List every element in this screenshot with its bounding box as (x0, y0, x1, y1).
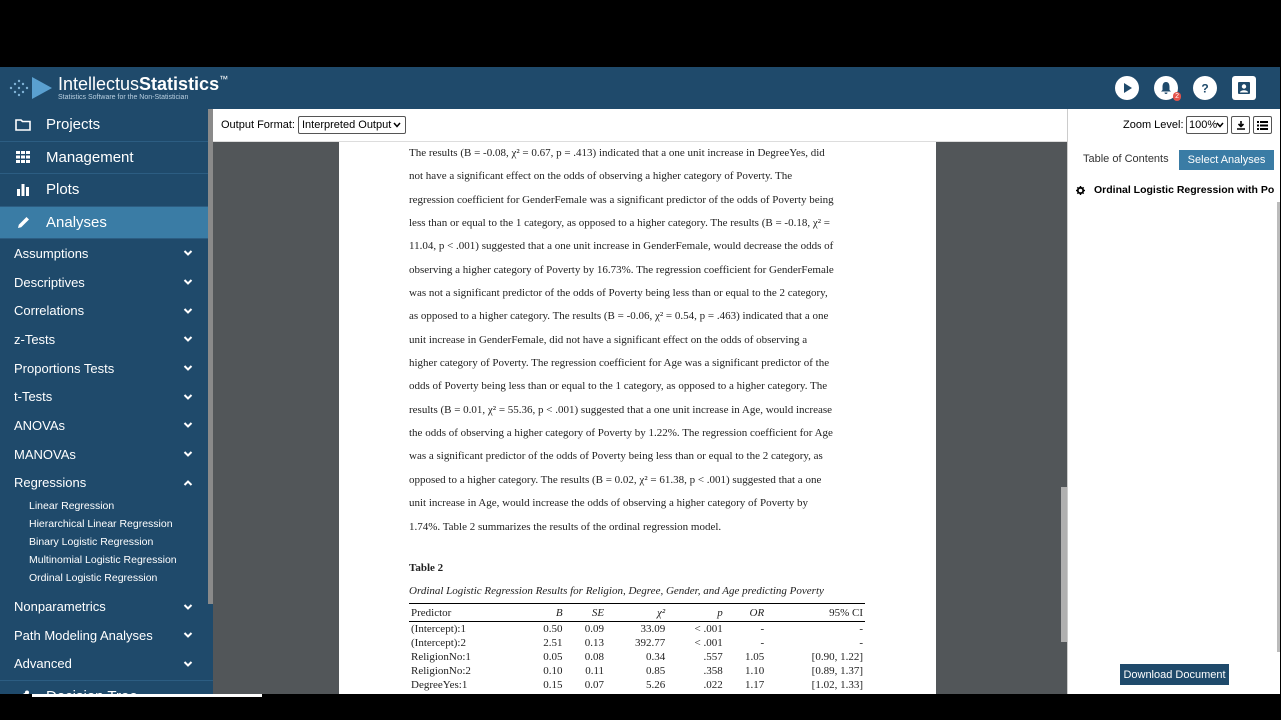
table-cell: [1.02, 1.33] (811, 679, 863, 691)
chevron-down-icon (183, 363, 193, 373)
zoom-level-value: 100% (1189, 119, 1218, 131)
table-cell: ReligionNo:2 (411, 665, 471, 677)
download-output-button[interactable] (1231, 116, 1250, 134)
sidebar-subitem-linear-regression[interactable]: Linear Regression (29, 500, 115, 513)
toc-item[interactable] (1076, 184, 1276, 196)
notification-badge: 2 (1175, 93, 1179, 100)
table-caption: Ordinal Logistic Regression Results for Religion, Degree, Gender, and Age predicting Poverty (409, 585, 824, 597)
table-cell: 1.10 (744, 665, 765, 677)
table-cell: 0.15 (543, 679, 563, 691)
table-cell: 0.10 (543, 665, 563, 677)
table-header-cell: χ² (606, 604, 667, 622)
table-cell: 5.26 (645, 679, 666, 691)
paragraph-line: observing a higher category of Poverty by 16.73%. The regression coefficient for GenderFemale (409, 263, 834, 276)
chevron-down-icon (183, 449, 193, 459)
table-cell: 0.08 (584, 651, 605, 663)
sidebar-item-label: Plots (46, 181, 80, 199)
chevron-down-icon (393, 122, 401, 128)
sidebar-category-advanced[interactable] (0, 650, 213, 679)
sidebar-category-label: Assumptions (14, 245, 89, 261)
folder-icon (14, 117, 32, 133)
sidebar-category-label: Advanced (14, 656, 72, 672)
paragraph-line: regression coefficient for GenderFemale was a significant predictor of the odds of Poverty being (409, 193, 834, 206)
sidebar-item-projects[interactable] (0, 109, 213, 142)
paragraph-line: higher category of Poverty. The regression coefficient for Age was a significant predictor of the (409, 357, 830, 370)
chevron-down-icon (183, 630, 193, 640)
sidebar-item-label: Projects (46, 116, 101, 134)
sidebar-subitem-binary-logistic-regression[interactable]: Binary Logistic Regression (29, 536, 154, 549)
table-cell: 0.07 (584, 679, 605, 691)
sidebar-category-z-tests[interactable] (0, 325, 213, 354)
sidebar-item-management[interactable] (0, 142, 213, 175)
table-cell: 392.77 (634, 637, 666, 649)
account-button[interactable] (1232, 76, 1256, 100)
table-cell: .022 (703, 679, 723, 691)
sidebar-category-t-tests[interactable] (0, 382, 213, 411)
table-header-cell: Predictor (409, 604, 523, 622)
right-panel (1067, 109, 1280, 694)
table-cell: .557 (703, 651, 723, 663)
help-button[interactable] (1193, 76, 1217, 100)
grid-icon (14, 149, 32, 165)
chevron-down-icon (183, 306, 193, 316)
user-icon (1237, 81, 1251, 95)
bar-chart-icon (14, 182, 32, 198)
document-viewer (213, 142, 1067, 694)
sidebar-category-label: Nonparametrics (14, 599, 106, 615)
sidebar-item-plots[interactable] (0, 174, 213, 207)
document-page (339, 142, 936, 694)
paragraph-line: 11.04, p < .001) suggested that a one unit increase in GenderFemale, would decrease the odds of (409, 240, 834, 253)
paragraph-line: less than or equal to the 1 category, as opposed to a higher category. The results (B = -0.18, χ² = (409, 217, 830, 230)
sidebar-subitem-hierarchical-linear-regression[interactable]: Hierarchical Linear Regression (29, 518, 173, 531)
table-header-cell: p (667, 604, 725, 622)
sidebar-category-label: Regressions (14, 475, 87, 491)
toc-item-label: Ordinal Logistic Regression with Po (1094, 184, 1275, 196)
top-header (0, 67, 1280, 109)
right-panel-scrollbar[interactable] (1277, 202, 1280, 652)
sidebar-category-manovas[interactable] (0, 440, 213, 469)
table-row (409, 622, 865, 637)
paragraph-line: opposed to a higher category. The results (B = 0.02, χ² = 61.38, p < .001) suggested that a one (409, 473, 822, 486)
chevron-down-icon (183, 392, 193, 402)
zoom-level-label: Zoom Level: (1123, 119, 1184, 131)
table-header-cell: B (523, 604, 565, 622)
table-cell: - (859, 637, 863, 649)
table-cell: [0.89, 1.37] (811, 665, 863, 677)
table-cell: DegreeYes:1 (411, 679, 468, 691)
table-row (409, 664, 865, 678)
table-cell: 0.50 (543, 623, 563, 635)
table-cell: - (760, 623, 765, 635)
sidebar-category-label: Proportions Tests (14, 360, 115, 376)
notifications-button[interactable] (1154, 76, 1178, 100)
zoom-level-select[interactable] (1186, 116, 1228, 134)
sidebar-category-correlations[interactable] (0, 296, 213, 325)
table-cell: 0.34 (645, 651, 666, 663)
sidebar-subitem-ordinal-logistic-regression[interactable]: Ordinal Logistic Regression (29, 572, 158, 585)
table-cell: < .001 (694, 623, 723, 635)
table-cell: 0.09 (584, 623, 605, 635)
table-cell: 2.51 (543, 637, 563, 649)
table-cell: 1.05 (744, 651, 765, 663)
paragraph-line: unit increase in GenderFemale, did not have a significant effect on the odds of observing a (409, 333, 808, 346)
paragraph-line: 1.74%. Table 2 summarizes the results of the ordinal regression model. (409, 520, 722, 533)
sidebar (0, 109, 213, 694)
chevron-down-icon (183, 277, 193, 287)
sidebar-item-label: Management (46, 148, 134, 166)
sidebar-category-anovas[interactable] (0, 411, 213, 440)
output-format-select[interactable] (298, 116, 406, 134)
download-document-button[interactable]: Download Document (1120, 664, 1229, 685)
sidebar-category-descriptives[interactable] (0, 268, 213, 297)
table-cell: [0.90, 1.22] (811, 651, 863, 663)
results-table (409, 603, 865, 692)
table-row (409, 678, 865, 692)
sidebar-category-label: Descriptives (14, 274, 85, 290)
svg-text:?: ? (1201, 81, 1209, 96)
logo-tagline: Statistics Software for the Non-Statistician (58, 94, 189, 101)
chevron-down-icon (183, 602, 193, 612)
sidebar-category-label: z-Tests (14, 331, 56, 347)
download-icon (1236, 120, 1246, 130)
play-icon (1120, 81, 1134, 95)
table-cell: - (859, 623, 863, 635)
output-toolbar (213, 109, 1067, 142)
logo-mark-icon (8, 73, 54, 103)
table-header-cell: 95% CI (766, 604, 865, 622)
table-cell: 0.11 (585, 665, 605, 677)
logo-name-b: Statistics (139, 74, 220, 94)
table-row (409, 636, 865, 650)
paragraph-line: was not a significant predictor of the odds of Poverty being less than or equal to the 2 category, (409, 287, 828, 300)
table-cell: 33.09 (640, 623, 666, 635)
sidebar-category-label: MANOVAs (14, 446, 76, 462)
bottom-bar (0, 694, 1280, 720)
sidebar-category-path-modeling-analyses[interactable] (0, 621, 213, 650)
sidebar-category-label: t-Tests (14, 389, 53, 405)
logo[interactable] (8, 73, 228, 103)
sidebar-category-label: Correlations (14, 303, 85, 319)
paragraph-line: the odds of observing a higher category of Poverty by 1.22%. The regression coefficient for Age (409, 427, 833, 440)
sidebar-category-nonparametrics[interactable] (0, 592, 213, 621)
select-analyses-button[interactable]: Select Analyses (1179, 150, 1274, 170)
table-header-cell: SE (565, 604, 607, 622)
sidebar-category-regressions[interactable] (0, 469, 213, 498)
chevron-down-icon (183, 659, 193, 669)
chevron-down-icon (1216, 122, 1224, 128)
table-cell: < .001 (694, 637, 723, 649)
paragraph-line: as opposed to a higher category. The results (B = -0.06, χ² = 0.54, p = .463) indicated that a one (409, 310, 829, 323)
output-format-value: Interpreted Output (302, 119, 392, 131)
output-format-label: Output Format: (221, 119, 295, 131)
sidebar-category-label: Path Modeling Analyses (14, 627, 153, 643)
pencil-icon (14, 214, 32, 230)
list-view-button[interactable] (1253, 116, 1272, 134)
table-cell: - (760, 637, 765, 649)
chevron-down-icon (183, 420, 193, 430)
sidebar-subitem-multinomial-logistic-regression[interactable]: Multinomial Logistic Regression (29, 554, 177, 567)
table-cell: 0.13 (584, 637, 605, 649)
paragraph-line: odds of Poverty being less than or equal to the 1 category, as opposed to a higher category. The (409, 380, 828, 393)
tab-table-of-contents[interactable]: Table of Contents (1083, 153, 1169, 165)
table-cell: ReligionNo:1 (411, 651, 471, 663)
table-cell: 0.05 (543, 651, 563, 663)
paragraph-line: not have a significant effect on the odds of observing a higher category of Poverty. The (409, 170, 793, 183)
table-header-cell: OR (725, 604, 767, 622)
paragraph-line: The results (B = -0.08, χ² = 0.67, p = .413) indicated that a one unit increase in DegreeYes, did (409, 147, 825, 159)
table-cell: (Intercept):2 (411, 637, 466, 649)
bell-icon (1159, 81, 1173, 95)
table-cell: (Intercept):1 (411, 623, 466, 635)
sidebar-category-proportions-tests[interactable] (0, 354, 213, 383)
logo-name-a: Intellectus (58, 74, 140, 94)
table-row (409, 650, 865, 664)
bottom-progress-line (32, 694, 262, 697)
chevron-down-icon (183, 334, 193, 344)
results-paragraph (409, 142, 869, 539)
paragraph-line: was a significant predictor of the odds of Poverty being less than or equal to the 2 category, as (409, 450, 823, 463)
paragraph-line: results (B = 0.01, χ² = 55.36, p < .001) suggested that a one unit increase in Age, would increase (409, 403, 833, 416)
chevron-down-icon (183, 248, 193, 258)
gear-icon (1076, 186, 1085, 195)
play-button[interactable] (1115, 76, 1139, 100)
viewer-scrollbar[interactable] (1061, 487, 1067, 642)
sidebar-item-label: Analyses (46, 213, 107, 231)
list-icon (1257, 121, 1268, 130)
table-label: Table 2 (409, 562, 444, 574)
question-icon (1198, 81, 1212, 95)
sidebar-item-analyses[interactable] (0, 207, 213, 240)
table-cell: 0.85 (645, 665, 666, 677)
table-cell: 1.17 (744, 679, 765, 691)
table-cell: .358 (703, 665, 723, 677)
logo-tm: ™ (219, 74, 229, 84)
paragraph-line: unit increase in Age, would increase the odds of observing a higher category of Poverty by (409, 497, 808, 510)
sidebar-category-assumptions[interactable] (0, 239, 213, 268)
chevron-up-icon (183, 478, 193, 488)
sidebar-category-label: ANOVAs (14, 417, 66, 433)
